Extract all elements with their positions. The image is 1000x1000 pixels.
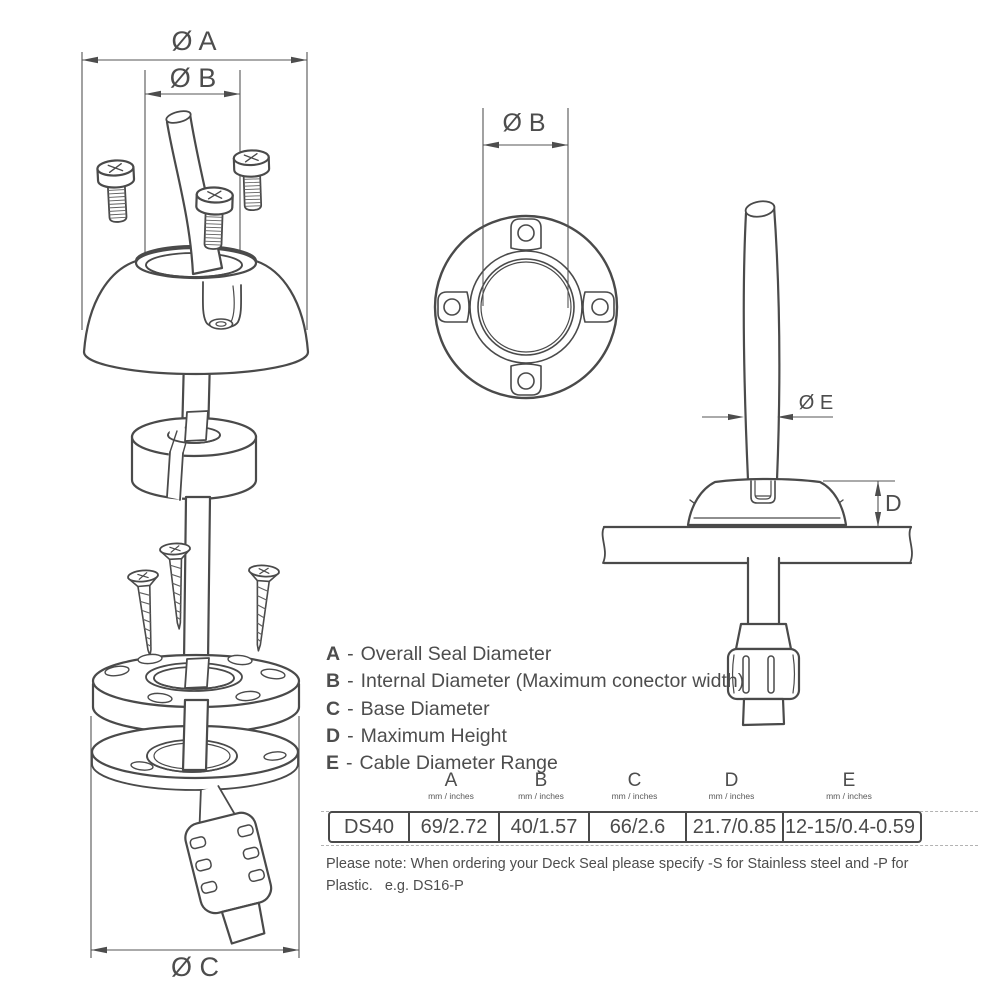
- legend-key: A: [326, 643, 341, 665]
- table-header-c: [586, 770, 683, 811]
- column-unit: mm / inches: [611, 791, 658, 801]
- table-rule-bottom: [321, 845, 978, 846]
- dim-arrow: [283, 947, 299, 953]
- value-cell-d: 21.7/0.85: [685, 813, 782, 841]
- cable-segment: [184, 497, 210, 662]
- dim-arrow: [291, 57, 307, 63]
- column-unit: mm / inches: [826, 791, 872, 801]
- cable-clip: [751, 481, 775, 503]
- model-cell: DS40: [343, 815, 395, 838]
- legend: [326, 641, 744, 777]
- legend-desc: Maximum Height: [360, 724, 507, 747]
- flange-inner-ring: [470, 251, 582, 363]
- dim-arrow: [145, 91, 161, 97]
- dim-d-label: D: [885, 490, 902, 516]
- legend-key: E: [326, 752, 340, 775]
- legend-key: C: [326, 697, 341, 720]
- internal-bore-inner: [481, 262, 571, 352]
- spec-table: [328, 770, 922, 843]
- column-unit: mm / inches: [708, 791, 755, 801]
- tapping-screw: [128, 569, 165, 657]
- dim-e-label: Ø E: [798, 392, 834, 414]
- column-letter: E: [842, 770, 856, 791]
- gasket-ring: [92, 700, 298, 790]
- cable-segment: [183, 700, 208, 770]
- mounting-lug: [583, 292, 614, 322]
- mounting-lug: [511, 219, 541, 250]
- table-header-model: [328, 770, 406, 811]
- machine-screw: [97, 160, 136, 223]
- legend-item-b: [326, 668, 744, 695]
- cable-side: [744, 199, 780, 480]
- legend-key: B: [326, 670, 341, 693]
- tapping-screw: [243, 564, 279, 651]
- table-header-b: [496, 770, 586, 811]
- cable-connector: [175, 780, 283, 949]
- dim-arrow: [224, 91, 240, 97]
- dim-b-top-label: Ø B: [502, 109, 546, 137]
- column-letter: C: [627, 770, 642, 791]
- legend-dash: -: [347, 724, 354, 747]
- legend-dash: -: [347, 697, 354, 720]
- dome-side: [688, 479, 846, 525]
- dome-side-port: [203, 282, 241, 329]
- top-view: [435, 108, 617, 398]
- column-unit: mm / inches: [518, 791, 564, 801]
- internal-bore: [478, 259, 574, 355]
- column-letter: B: [534, 770, 548, 791]
- mounting-lug: [511, 364, 541, 395]
- legend-dash: -: [346, 752, 353, 775]
- value-cell-e: 12-15/0.4-0.59: [782, 813, 916, 841]
- legend-item-c: [326, 696, 744, 723]
- order-note-line2: Plastic. e.g. DS16-P: [326, 878, 464, 894]
- table-row: [328, 811, 922, 843]
- dim-arrow: [552, 142, 568, 148]
- legend-desc: Base Diameter: [360, 697, 490, 720]
- dim-arrow: [728, 414, 744, 420]
- legend-desc: Internal Diameter (Maximum conector width): [360, 670, 745, 693]
- cable-segment: [185, 411, 208, 441]
- column-unit: mm / inches: [428, 791, 474, 801]
- value-cell-b: 40/1.57: [498, 813, 588, 841]
- value-cell-a: 69/2.72: [408, 813, 498, 841]
- column-letter: D: [724, 770, 739, 791]
- mounting-lug: [438, 292, 469, 322]
- dim-a-label: Ø A: [171, 26, 217, 56]
- gland-tail: [743, 699, 784, 725]
- legend-desc: Cable Diameter Range: [359, 752, 558, 775]
- exploded-view: [82, 26, 308, 982]
- dim-arrow: [82, 57, 98, 63]
- column-letter: A: [444, 770, 458, 791]
- cable-segment: [185, 658, 209, 688]
- legend-desc: Overall Seal Diameter: [360, 643, 552, 665]
- machine-screw: [234, 150, 271, 211]
- table-header-e: [780, 770, 918, 811]
- table-header-d: [683, 770, 780, 811]
- dim-internal-diameter-top: [483, 108, 568, 308]
- table-header-a: [406, 770, 496, 811]
- dim-arrow: [483, 142, 499, 148]
- dim-c-label: Ø C: [170, 952, 220, 982]
- dim-arrow: [91, 947, 107, 953]
- dim-arrow: [875, 512, 881, 527]
- gland-collar: [736, 624, 791, 649]
- value-cell-c: 66/2.6: [588, 813, 685, 841]
- split-collar-seal: [132, 411, 256, 500]
- dim-b-label: Ø B: [169, 63, 217, 93]
- legend-item-a: [326, 641, 744, 668]
- legend-dash: -: [347, 670, 354, 693]
- legend-dash: -: [347, 643, 354, 665]
- order-note: [326, 853, 908, 897]
- dim-arrow: [875, 481, 881, 496]
- order-note-line1: Please note: When ordering your Deck Seal please specify -S for Stainless steel and -P for: [326, 856, 909, 872]
- table-header-row: [328, 770, 922, 811]
- legend-item-d: [326, 723, 744, 750]
- legend-key: D: [326, 724, 341, 747]
